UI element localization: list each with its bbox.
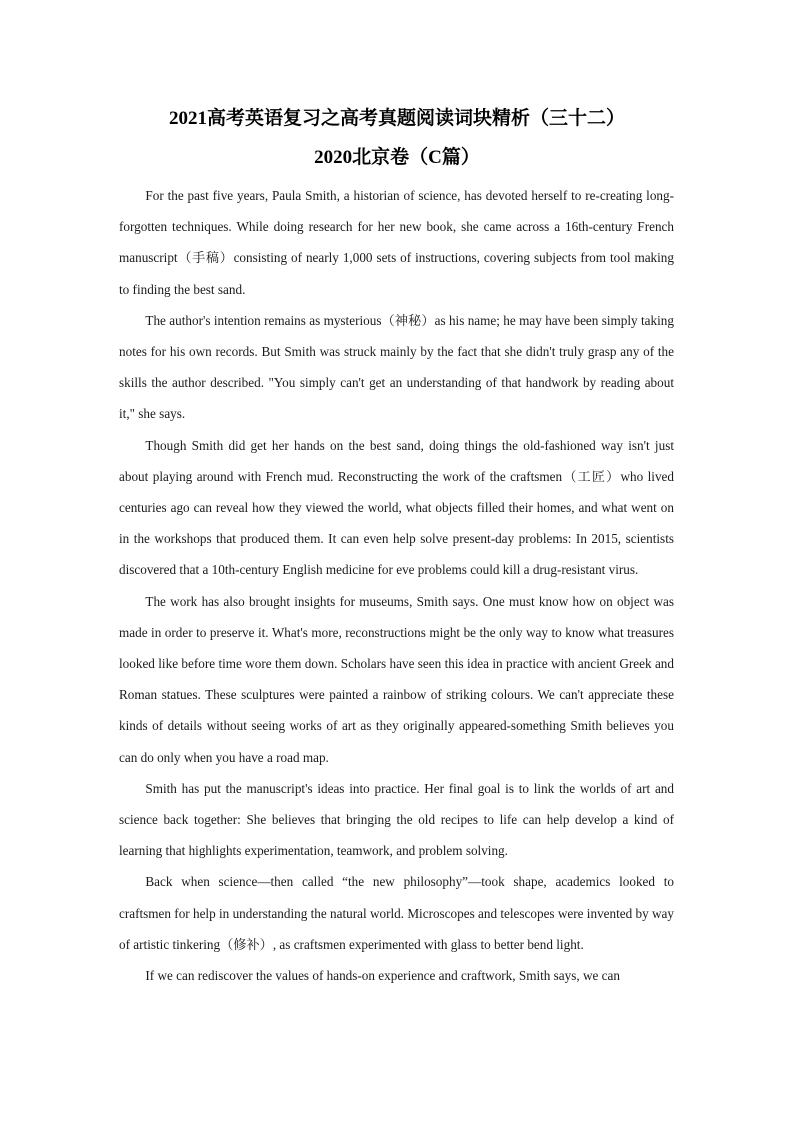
article-body — [119, 180, 674, 991]
paragraph-1: For the past five years, Paula Smith, a historian of science, has devoted herself to re-creating long-forgotten techniques. While doing research for her new book, she came across a 16th-century French manuscript（手稿）consisting of nearly 1,000 sets of instructions, covering subjects from tool making to finding the best sand. — [119, 188, 674, 297]
page-subtitle: 2020北京卷（C篇） — [314, 147, 480, 168]
paragraph-3: Though Smith did get her hands on the best sand, doing things the old-fashioned way isn't just about playing around with French mud. Reconstructing the work of the craftsmen（工匠）who lived centuries ago can reveal how they viewed the world, what objects filled their homes, and what went on in the workshops that produced them. It can even help solve present-day problems: In 2015, scientists discovered that a 10th-century English medicine for eve problems could kill a drug-resistant virus. — [119, 437, 674, 578]
paragraph-5: Smith has put the manuscript's ideas into practice. Her final goal is to link the worlds of art and science back together: She believes that bringing the old recipes to life can help develop a kind of learning that highlights experimentation, teamwork, and problem solving. — [119, 780, 674, 859]
paragraph-6: Back when science—then called “the new philosophy”—took shape, academics looked to craftsmen for help in understanding the natural world. Microscopes and telescopes were invented by way of artistic tinkering（修补）, as craftsmen experimented with glass to better bend light. — [119, 874, 674, 952]
paragraph-2: The author's intention remains as mysterious（神秘）as his name; he may have been simply taking notes for his own records. But Smith was struck mainly by the fact that she didn't truly grasp any of the skills the author described. "You simply can't get an understanding of that handwork by reading about it," she says. — [119, 312, 674, 422]
paragraph-7: If we can rediscover the values of hands-on experience and craftwork, Smith says, we can — [145, 968, 620, 984]
page-title: 2021高考英语复习之高考真题阅读词块精析（三十二） — [168, 108, 625, 129]
paragraph-4: The work has also brought insights for museums, Smith says. One must know how on object was made in order to preserve it. What's more, reconstructions might be the only way to know what treasures looked like before time wore them down. Scholars have seen this idea in practice with ancient Greek and Roman statues. These sculptures were painted a rainbow of striking colours. We can't appreciate these kinds of details without seeing works of art as they originally appeared-something Smith believes you can do only when you have a road map. — [119, 593, 674, 765]
